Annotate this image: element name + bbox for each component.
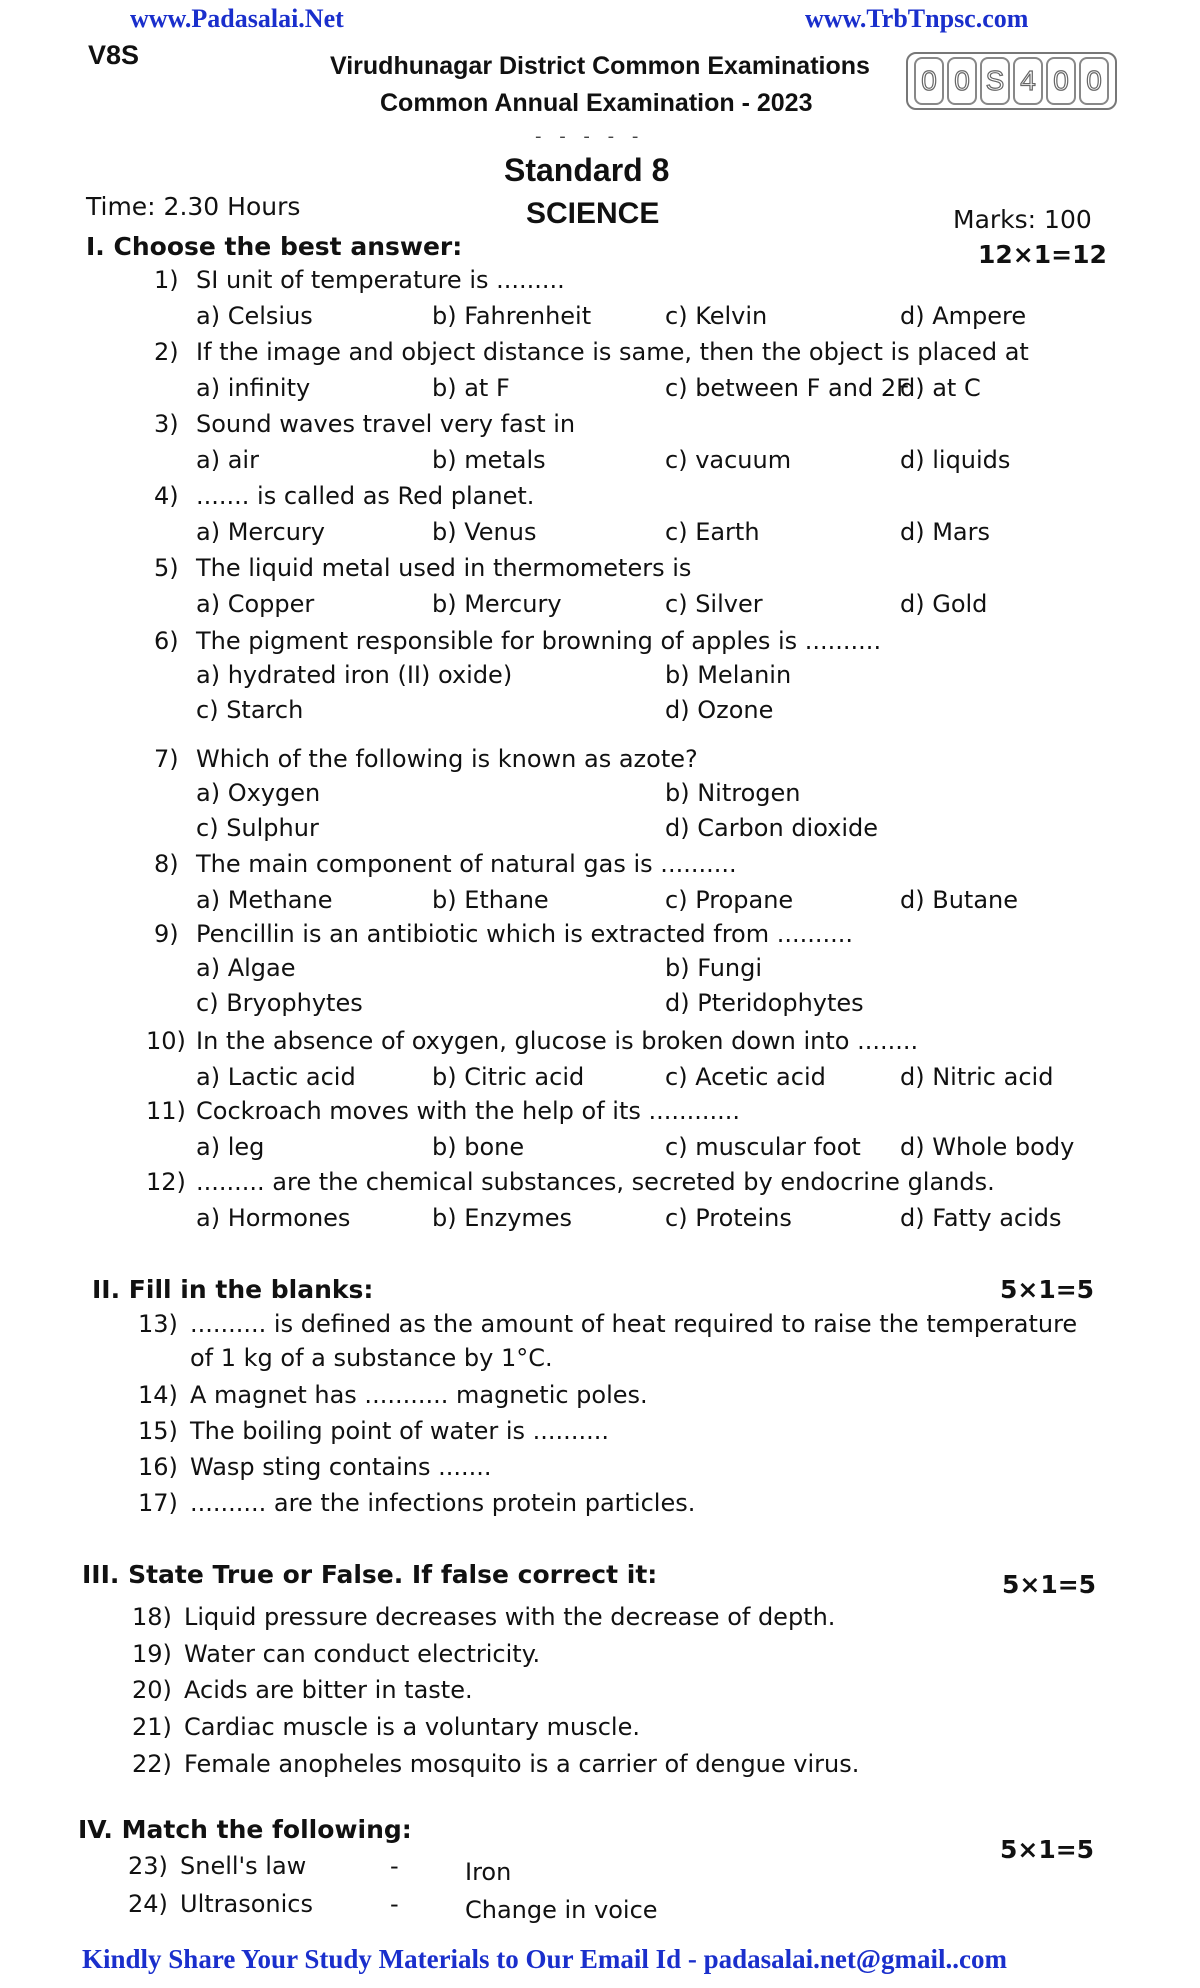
option-c: c) Acetic acid (665, 1063, 826, 1091)
question-number: 16) (138, 1453, 178, 1481)
question-number: 21) (132, 1713, 172, 1741)
question-text: Cardiac muscle is a voluntary muscle. (184, 1713, 640, 1741)
option-a: a) Oxygen (196, 779, 321, 807)
section-1-title: I. Choose the best answer: (86, 232, 463, 261)
option-d: d) Whole body (900, 1133, 1075, 1161)
question-number: 14) (138, 1381, 178, 1409)
exam-title-line1: Virudhunagar District Common Examinations (330, 52, 870, 80)
question-text: .......... are the infections protein particles. (190, 1489, 696, 1517)
option-d: d) Gold (900, 590, 988, 618)
option-d: d) Butane (900, 886, 1018, 914)
standard-heading: Standard 8 (504, 152, 670, 188)
option-b: b) Citric acid (432, 1063, 585, 1091)
question-text: Cockroach moves with the help of its ............ (196, 1097, 741, 1125)
option-b: b) Fungi (665, 954, 763, 982)
question-text: A magnet has ........... magnetic poles. (190, 1381, 648, 1409)
stamp-char: S (980, 57, 1010, 105)
option-c: c) Bryophytes (196, 989, 363, 1017)
option-a: a) Lactic acid (196, 1063, 356, 1091)
option-b: b) Enzymes (432, 1204, 573, 1232)
footer-share-note: Kindly Share Your Study Materials to Our Email Id - padasalai.net@gmail..com (82, 1944, 1007, 1974)
question-text: Female anopheles mosquito is a carrier of dengue virus. (184, 1750, 860, 1778)
question-number: 12) (146, 1168, 186, 1196)
question-text-continued: of 1 kg of a substance by 1°C. (190, 1344, 553, 1372)
header-dashes: - - - - - (535, 126, 645, 147)
exam-title-line2: Common Annual Examination - 2023 (380, 89, 813, 117)
question-number: 9) (154, 920, 179, 948)
option-a: a) Copper (196, 590, 315, 618)
question-text: Water can conduct electricity. (184, 1640, 541, 1668)
option-a: a) Celsius (196, 302, 313, 330)
section-3-title: III. State True or False. If false correct it: (82, 1560, 658, 1589)
option-c: c) muscular foot (665, 1133, 861, 1161)
question-number: 11) (146, 1097, 186, 1125)
option-b: b) Ethane (432, 886, 549, 914)
option-d: d) at C (900, 374, 981, 402)
question-text: .......... is defined as the amount of heat required to raise the temperature (190, 1310, 1078, 1338)
option-b: b) Mercury (432, 590, 562, 618)
option-d: d) liquids (900, 446, 1011, 474)
question-text: The boiling point of water is .......... (190, 1417, 609, 1445)
question-text: Liquid pressure decreases with the decrease of depth. (184, 1603, 836, 1631)
stamp-char: 4 (1013, 57, 1043, 105)
trbtnpsc-link[interactable]: www.TrbTnpsc.com (805, 4, 1029, 33)
section-3-marks: 5×1=5 (1002, 1570, 1097, 1599)
option-b: b) Venus (432, 518, 537, 546)
question-number: 7) (154, 745, 179, 773)
question-text: SI unit of temperature is ......... (196, 266, 565, 294)
question-text: If the image and object distance is same, then the object is placed at (196, 338, 1029, 366)
option-b: b) Nitrogen (665, 779, 801, 807)
question-number: 8) (154, 850, 179, 878)
question-number: 18) (132, 1603, 172, 1631)
question-text: Wasp sting contains ....... (190, 1453, 492, 1481)
option-b: b) Melanin (665, 661, 792, 689)
question-number: 13) (138, 1310, 178, 1338)
question-number: 24) (128, 1890, 168, 1918)
question-number: 19) (132, 1640, 172, 1668)
option-d: d) Ozone (665, 696, 774, 724)
question-text: The liquid metal used in thermometers is (196, 554, 692, 582)
question-number: 5) (154, 554, 179, 582)
question-text: Pencillin is an antibiotic which is extracted from .......... (196, 920, 854, 948)
match-right: Iron (465, 1858, 512, 1886)
option-d: d) Pteridophytes (665, 989, 864, 1017)
question-text: In the absence of oxygen, glucose is broken down into ........ (196, 1027, 919, 1055)
section-4-title: IV. Match the following: (78, 1815, 412, 1844)
question-number: 10) (146, 1027, 186, 1055)
option-c: c) Silver (665, 590, 763, 618)
question-number: 17) (138, 1489, 178, 1517)
option-a: a) hydrated iron (II) oxide) (196, 661, 513, 689)
question-text: ....... is called as Red planet. (196, 482, 535, 510)
option-d: d) Fatty acids (900, 1204, 1062, 1232)
option-b: b) Fahrenheit (432, 302, 592, 330)
question-text: The main component of natural gas is .......... (196, 850, 737, 878)
padasalai-link[interactable]: www.Padasalai.Net (130, 4, 344, 33)
paper-code: V8S (88, 40, 140, 70)
option-c: c) Propane (665, 886, 794, 914)
option-c: c) Earth (665, 518, 760, 546)
option-a: a) air (196, 446, 259, 474)
question-number: 1) (154, 266, 179, 294)
match-right: Change in voice (465, 1896, 658, 1924)
question-number: 6) (154, 627, 179, 655)
code-stamp (906, 52, 1117, 110)
option-b: b) at F (432, 374, 510, 402)
stamp-char: 0 (947, 57, 977, 105)
option-c: c) between F and 2F (665, 374, 910, 402)
marks-label: Marks: 100 (953, 205, 1092, 234)
question-text: ......... are the chemical substances, secreted by endocrine glands. (196, 1168, 995, 1196)
option-a: a) Mercury (196, 518, 325, 546)
time-label: Time: 2.30 Hours (86, 192, 301, 221)
option-a: a) infinity (196, 374, 311, 402)
option-c: c) Proteins (665, 1204, 792, 1232)
section-2-marks: 5×1=5 (1000, 1275, 1095, 1304)
subject-heading: SCIENCE (526, 197, 660, 230)
question-number: 22) (132, 1750, 172, 1778)
question-text: The pigment responsible for browning of apples is .......... (196, 627, 882, 655)
match-dash: - (390, 1890, 399, 1918)
option-c: c) Kelvin (665, 302, 768, 330)
question-number: 3) (154, 410, 179, 438)
match-left: Ultrasonics (180, 1890, 313, 1918)
match-dash: - (390, 1852, 399, 1880)
section-2-title: II. Fill in the blanks: (92, 1275, 374, 1304)
question-number: 2) (154, 338, 179, 366)
option-d: d) Mars (900, 518, 991, 546)
option-c: c) vacuum (665, 446, 792, 474)
question-text: Sound waves travel very fast in (196, 410, 576, 438)
question-number: 4) (154, 482, 179, 510)
option-c: c) Starch (196, 696, 304, 724)
option-b: b) bone (432, 1133, 525, 1161)
option-d: d) Nitric acid (900, 1063, 1054, 1091)
section-1-marks: 12×1=12 (978, 240, 1107, 269)
option-a: a) Methane (196, 886, 333, 914)
question-number: 20) (132, 1676, 172, 1704)
question-number: 15) (138, 1417, 178, 1445)
option-d: d) Ampere (900, 302, 1027, 330)
option-d: d) Carbon dioxide (665, 814, 879, 842)
option-b: b) metals (432, 446, 546, 474)
option-a: a) leg (196, 1133, 265, 1161)
question-number: 23) (128, 1852, 168, 1880)
question-text: Acids are bitter in taste. (184, 1676, 473, 1704)
stamp-char: 0 (1046, 57, 1076, 105)
option-a: a) Hormones (196, 1204, 351, 1232)
question-text: Which of the following is known as azote? (196, 745, 698, 773)
match-left: Snell's law (180, 1852, 307, 1880)
section-4-marks: 5×1=5 (1000, 1835, 1095, 1864)
option-c: c) Sulphur (196, 814, 319, 842)
stamp-char: 0 (914, 57, 944, 105)
option-a: a) Algae (196, 954, 296, 982)
stamp-char: 0 (1079, 57, 1109, 105)
